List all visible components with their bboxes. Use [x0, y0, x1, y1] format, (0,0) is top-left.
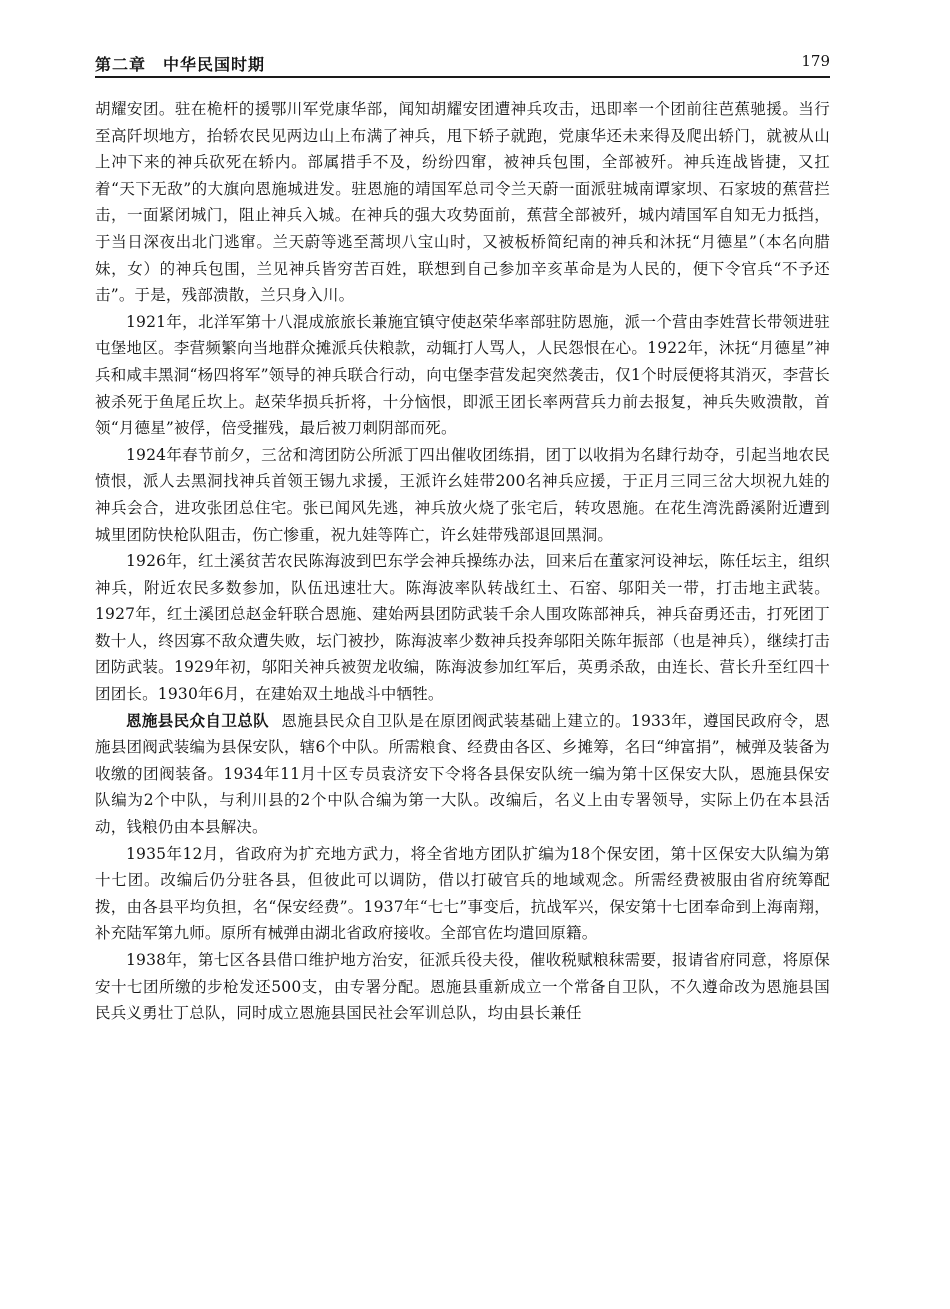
paragraph-text: 恩施县民众自卫队是在原团阀武装基础上建立的。1933年，遵国民政府令，恩施县团阀武装编为县保安队，辖6个中队。所需粮食、经费由各区、乡摊筹，名曰“绅富捐”，械弹及装备为收缴的团阀装备。1934年11月十区专员袁济安下令将各县保安队统一编为第十区保安大队，恩施县保安队编为2个中队，与利川县的2个中队合编为第一大队。改编后，名义上由专署领导，实际上仍在本县活动，钱粮仍由本县解决。 — [95, 711, 830, 837]
paragraph: 1921年，北洋军第十八混成旅旅长兼施宜镇守使赵荣华率部驻防恩施，派一个营由李姓营长带领进驻屯堡地区。李营频繁向当地群众摊派兵伕粮款，动辄打人骂人，人民怨恨在心。1922年，沐抚“月德星”神兵和咸丰黑洞“杨四将军”领导的神兵联合行动，向屯堡李营发起突然袭击，仅1个时辰便将其消灭，李营长被杀死于鱼尾丘坎上。赵荣华损兵折将，十分恼恨，即派王团长率两营兵力前去报复，神兵失败溃散，首领“月德星”被俘，倍受摧残，最后被刀刺阴部而死。 — [95, 312, 830, 438]
paragraph: 胡耀安团。驻在桅杆的援鄂川军党康华部，闻知胡耀安团遭神兵攻击，迅即率一个团前往芭蕉驰援。当行至高阡坝地方，抬轿农民见两边山上布满了神兵，甩下轿子就跑，党康华还未来得及爬出轿门，就被从山上冲下来的神兵砍死在轿内。部属措手不及，纷纷四窜，被神兵包围，全部被歼。神兵连战皆捷，又扛着“天下无敌”的大旗向恩施城进发。驻恩施的靖国军总司令兰天蔚一面派驻城南谭家坝、石家坡的蕉营拦击，一面紧闭城门，阻止神兵入城。在神兵的强大攻势面前，蕉营全部被歼，城内靖国军自知无力抵挡，于当日深夜出北门逃窜。兰天蔚等逃至蒿坝八宝山时，又被板桥简纪南的神兵和沐抚“月德星”（本名向腊妹，女）的神兵包围，兰见神兵皆穷苦百姓，联想到自己参加辛亥革命是为人民的，便下令官兵“不予还击”。于是，残部溃散，兰只身入川。 — [95, 100, 830, 305]
page-body — [95, 96, 830, 1027]
paragraph: 1924年春节前夕，三岔和湾团防公所派丁四出催收团练捐，团丁以收捐为名肆行劫夺，引起当地农民愤恨，派人去黑洞找神兵首领王锡九求援，王派许幺娃带200名神兵应援，于正月三同三岔大坝祝九娃的神兵会合，进攻张团总住宅。张已闻风先逃，神兵放火烧了张宅后，转攻恩施。在花生湾洗爵溪附近遭到城里团防快枪队阻击，伤亡惨重，祝九娃等阵亡，许幺娃带残部退回黑洞。 — [95, 445, 830, 544]
paragraph: 1926年，红土溪贫苦农民陈海波到巴东学会神兵操练办法，回来后在董家河设神坛，陈任坛主，组织神兵，附近农民多数参加，队伍迅速壮大。陈海波率队转战红土、石窑、邬阳关一带，打击地主武装。1927年，红土溪团总赵金轩联合恩施、建始两县团防武装千余人围攻陈部神兵，神兵奋勇还击，打死团丁数十人，终因寡不敌众遭失败，坛门被抄，陈海波率少数神兵投奔邬阳关陈年振部（也是神兵），继续打击团防武装。1929年初，邬阳关神兵被贺龙收编，陈海波参加红军后，英勇杀敌，由连长、营长升至红四十团团长。1930年6月，在建始双土地战斗中牺牲。 — [95, 552, 830, 704]
chapter-title: 第二章 中华民国时期 — [95, 55, 266, 74]
section-paragraph — [95, 708, 830, 841]
paragraph: 1935年12月，省政府为扩充地方武力，将全省地方团队扩编为18个保安团，第十区保安大队编为第十七团。改编后仍分驻各县，但彼此可以调防，借以打破官兵的地域观念。所需经费被服由省府统筹配拨，由各县平均负担，名“保安经费”。1937年“七七”事变后，抗战军兴，保安第十七团奉命到上海南翔，补充陆军第九师。原所有械弹由湖北省政府接收。全部官佐均遣回原籍。 — [95, 844, 830, 943]
running-header — [95, 50, 830, 78]
page-number: 179 — [801, 52, 830, 70]
section-title: 恩施县民众自卫总队 — [126, 710, 269, 730]
paragraph: 1938年，第七区各县借口维护地方治安，征派兵役夫役，催收税赋粮秣需要，报请省府同意，将原保安十七团所缴的步枪发还500支，由专署分配。恩施县重新成立一个常备自卫队，不久遵命改为恩施县国民兵义勇壮丁总队，同时成立恩施县国民社会军训总队，均由县长兼任 — [95, 951, 830, 1023]
